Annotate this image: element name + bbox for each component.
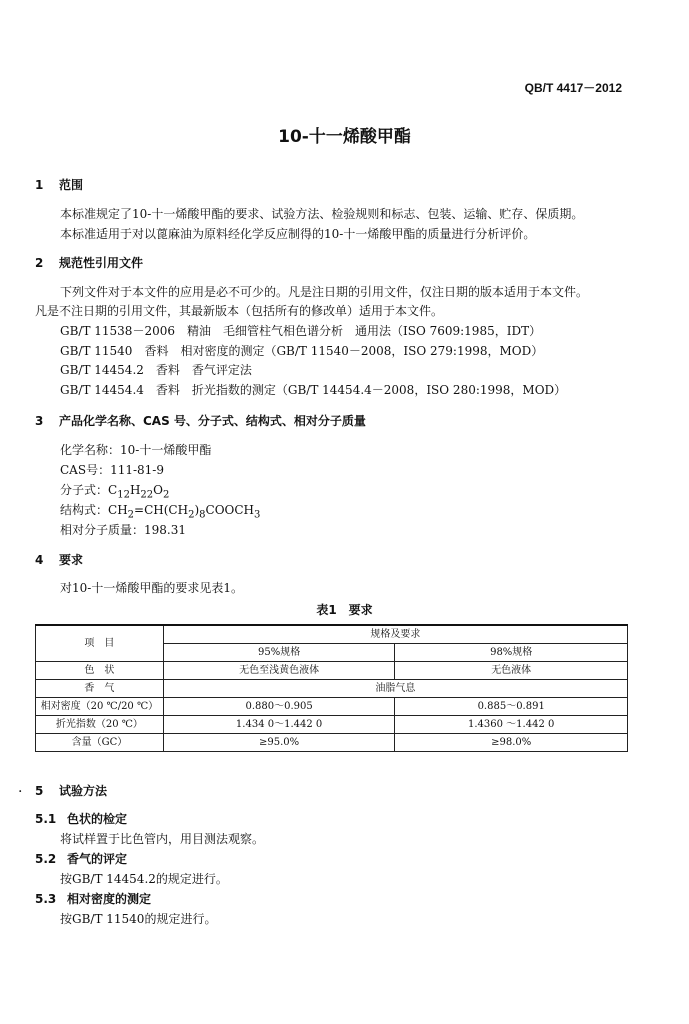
- section-4-heading: [35, 551, 83, 568]
- section-number: 3: [35, 414, 44, 428]
- section-number: 1: [35, 178, 44, 192]
- value: 111-81-9: [110, 463, 164, 477]
- structure-sub: 2: [188, 509, 195, 521]
- table-cell: 无色至浅黄色液体: [163, 662, 395, 680]
- section-title: 规范性引用文件: [59, 256, 144, 270]
- requirements-table: [35, 624, 628, 752]
- paragraph: 凡是不注日期的引用文件，其最新版本（包括所有的修改单）适用于本文件。: [35, 304, 444, 318]
- table-cell: 油脂气息: [163, 680, 627, 698]
- section-title: 要求: [59, 553, 84, 567]
- subsection-5-3-heading: [35, 890, 151, 907]
- table-header-item: 项 目: [36, 625, 164, 662]
- table-cell: 色 状: [36, 662, 164, 680]
- table-cell: 0.880～0.905: [163, 698, 395, 716]
- table-cell: 相对密度（20 ℃/20 ℃）: [36, 698, 164, 716]
- table-cell: 0.885～0.891: [395, 698, 628, 716]
- table-cell: 1.4360 ～1.442 0: [395, 716, 628, 734]
- value: 10-十一烯酸甲酯: [120, 443, 212, 457]
- document-title: 10-十一烯酸甲酯: [278, 127, 411, 147]
- structure-sub: 3: [254, 509, 261, 521]
- subsection-title: 相对密度的测定: [67, 892, 152, 906]
- table-header-95: 95%规格: [163, 644, 395, 662]
- label: 相对分子质量：: [60, 523, 145, 537]
- structure-sub: 8: [199, 509, 206, 521]
- label: 化学名称：: [60, 443, 121, 457]
- structure-part: COOCH: [205, 503, 255, 517]
- subsection-number: 5.2: [35, 852, 57, 866]
- formula-part: C: [108, 483, 118, 497]
- table-cell: ≥95.0%: [163, 734, 395, 752]
- section-number: 2: [35, 256, 44, 270]
- reference-item: GB/T 11540 香料 相对密度的测定（GB/T 11540－2008，ISO 279:1998，MOD）: [60, 344, 544, 358]
- section-2-heading: [35, 254, 143, 271]
- table-cell: 含量（GC）: [36, 734, 164, 752]
- table-caption: 表1 要求: [316, 603, 373, 617]
- section-title: 范围: [59, 178, 84, 192]
- structure-line: [60, 501, 260, 520]
- table-row: [36, 662, 628, 680]
- subsection-number: 5.1: [35, 812, 57, 826]
- structure-part: CH: [108, 503, 128, 517]
- label: 分子式：: [60, 483, 109, 497]
- table-cell: 1.434 0～1.442 0: [163, 716, 395, 734]
- reference-item: GB/T 14454.4 香料 折光指数的测定（GB/T 14454.4－2008，ISO 280:1998，MOD）: [60, 383, 567, 397]
- paragraph: 本标准规定了10-十一烯酸甲酯的要求、试验方法、检验规则和标志、包装、运输、贮存、保质期。: [60, 207, 584, 221]
- subsection-title: 香气的评定: [67, 852, 128, 866]
- section-number: 5: [35, 784, 44, 798]
- reference-item: GB/T 11538－2006 精油 毛细管柱气相色谱分析 通用法（ISO 7609:1985，IDT）: [60, 324, 542, 338]
- table-cell: 无色液体: [395, 662, 628, 680]
- paragraph: 下列文件对于本文件的应用是必不可少的。凡是注日期的引用文件，仅注日期的版本适用于本文件。: [60, 285, 589, 299]
- subsection-5-2-heading: [35, 850, 127, 867]
- formula-part: O: [153, 483, 163, 497]
- table-row: [36, 734, 628, 752]
- label: 结构式：: [60, 503, 109, 517]
- table-header-spec: 规格及要求: [163, 625, 627, 644]
- value: 198.31: [144, 523, 187, 537]
- cas-line: [60, 461, 164, 478]
- table-cell: 折光指数（20 ℃）: [36, 716, 164, 734]
- structure-part: =CH(CH: [134, 503, 189, 517]
- paragraph: 按GB/T 11540的规定进行。: [60, 912, 217, 926]
- table-header-98: 98%规格: [395, 644, 628, 662]
- paragraph: 将试样置于比色管内，用目测法观察。: [60, 832, 265, 846]
- molecular-weight-line: [60, 521, 186, 538]
- scan-speck: .: [18, 780, 23, 796]
- subsection-number: 5.3: [35, 892, 57, 906]
- formula-sub: 22: [140, 489, 154, 501]
- formula-part: H: [129, 483, 141, 497]
- section-3-heading: [35, 412, 366, 429]
- table-cell: ≥98.0%: [395, 734, 628, 752]
- paragraph: 本标准适用于对以蓖麻油为原料经化学反应制得的10-十一烯酸甲酯的质量进行分析评价。: [60, 227, 536, 241]
- paragraph: 对10-十一烯酸甲酯的要求见表1。: [60, 581, 243, 595]
- subsection-5-1-heading: [35, 810, 127, 827]
- formula-line: [60, 481, 169, 500]
- paragraph: 按GB/T 14454.2的规定进行。: [60, 872, 228, 886]
- formula-sub: 12: [117, 489, 130, 501]
- table-row: [36, 680, 628, 698]
- formula-sub: 2: [162, 489, 170, 501]
- standard-number: QB/T 4417－2012: [524, 81, 622, 95]
- reference-item: GB/T 14454.2 香料 香气评定法: [60, 363, 252, 377]
- subsection-title: 色状的检定: [67, 812, 128, 826]
- label: CAS号：: [60, 463, 111, 477]
- table-cell: 香 气: [36, 680, 164, 698]
- structure-part: ): [194, 503, 200, 517]
- chemical-name-line: [60, 441, 211, 458]
- section-number: 4: [35, 553, 44, 567]
- table-row: [36, 698, 628, 716]
- section-title: 产品化学名称、CAS 号、分子式、结构式、相对分子质量: [59, 414, 366, 428]
- section-1-heading: [35, 176, 83, 193]
- section-title: 试验方法: [59, 784, 108, 798]
- table-row: [36, 716, 628, 734]
- section-5-heading: [35, 782, 107, 799]
- structure-sub: 2: [127, 509, 135, 521]
